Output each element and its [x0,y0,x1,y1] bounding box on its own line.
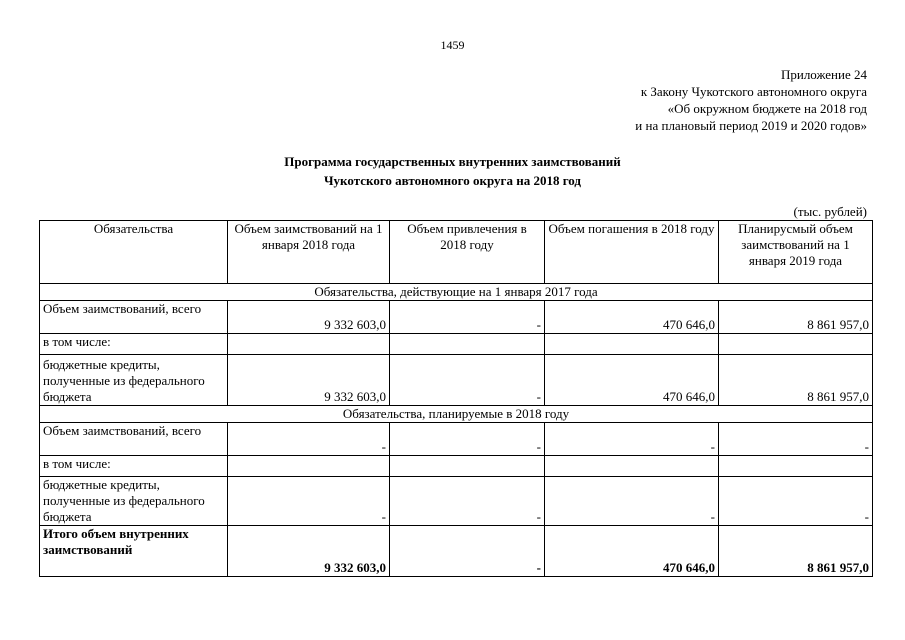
document-title [0,152,905,190]
column-header-volume-end: Планирусмый объем заимствований на 1 января 2019 года [719,221,873,284]
table-row [40,355,873,406]
table-row [40,334,873,355]
total-label: Итого объем внутренних заимствований [40,526,228,577]
total-attraction: - [390,526,545,577]
cell-repayment: 470 646,0 [545,355,719,406]
cell-volume-start: 9 332 603,0 [228,355,390,406]
cell-volume-start: - [228,477,390,526]
total-row [40,526,873,577]
cell-repayment: - [545,477,719,526]
appendix-reference [635,66,867,134]
total-volume-start: 9 332 603,0 [228,526,390,577]
cell-volume-end [719,334,873,355]
cell-repayment [545,456,719,477]
row-label: в том числе: [40,456,228,477]
appendix-line: Приложение 24 [780,67,867,82]
units-note: (тыс. рублей) [793,204,867,219]
cell-volume-start [228,334,390,355]
table-row [40,477,873,526]
row-label: Объем заимствований, всего [40,301,228,334]
column-header-repayment: Объем погашения в 2018 году [545,221,719,284]
column-header-attraction: Объем привлечения в 2018 году [390,221,545,284]
appendix-line: и на плановый период 2019 и 2020 годов» [635,118,867,133]
appendix-line: «Об окружном бюджете на 2018 год [667,101,867,116]
cell-volume-end: 8 861 957,0 [719,301,873,334]
section-title-existing: Обязательства, действующие на 1 января 2017 года [40,284,873,301]
table-row [40,456,873,477]
cell-repayment: - [545,423,719,456]
cell-volume-end: - [719,423,873,456]
table-header-row [40,221,873,284]
cell-attraction [390,456,545,477]
table-row [40,301,873,334]
table-row [40,423,873,456]
cell-volume-start [228,456,390,477]
page-number: 1459 [440,38,465,52]
cell-attraction [390,334,545,355]
cell-repayment: 470 646,0 [545,301,719,334]
row-label: бюджетные кредиты, полученные из федерального бюджета [40,477,228,526]
cell-attraction: - [390,301,545,334]
title-line: Чукотского автономного округа на 2018 год [324,173,581,188]
total-volume-end: 8 861 957,0 [719,526,873,577]
borrowings-table [39,220,873,577]
cell-volume-start: - [228,423,390,456]
section-row [40,406,873,423]
cell-volume-end [719,456,873,477]
cell-volume-start: 9 332 603,0 [228,301,390,334]
total-repayment: 470 646,0 [545,526,719,577]
row-label: бюджетные кредиты, полученные из федерального бюджета [40,355,228,406]
section-row [40,284,873,301]
section-title-planned: Обязательства, планируемые в 2018 году [40,406,873,423]
cell-repayment [545,334,719,355]
row-label: Объем заимствований, всего [40,423,228,456]
cell-attraction: - [390,355,545,406]
cell-volume-end: 8 861 957,0 [719,355,873,406]
column-header-volume-start: Объем заимствований на 1 января 2018 года [228,221,390,284]
column-header-obligations: Обязательства [40,221,228,284]
cell-volume-end: - [719,477,873,526]
cell-attraction: - [390,477,545,526]
title-line: Программа государственных внутренних заимствований [284,154,621,169]
row-label: в том числе: [40,334,228,355]
appendix-line: к Закону Чукотского автономного округа [640,84,867,99]
cell-attraction: - [390,423,545,456]
